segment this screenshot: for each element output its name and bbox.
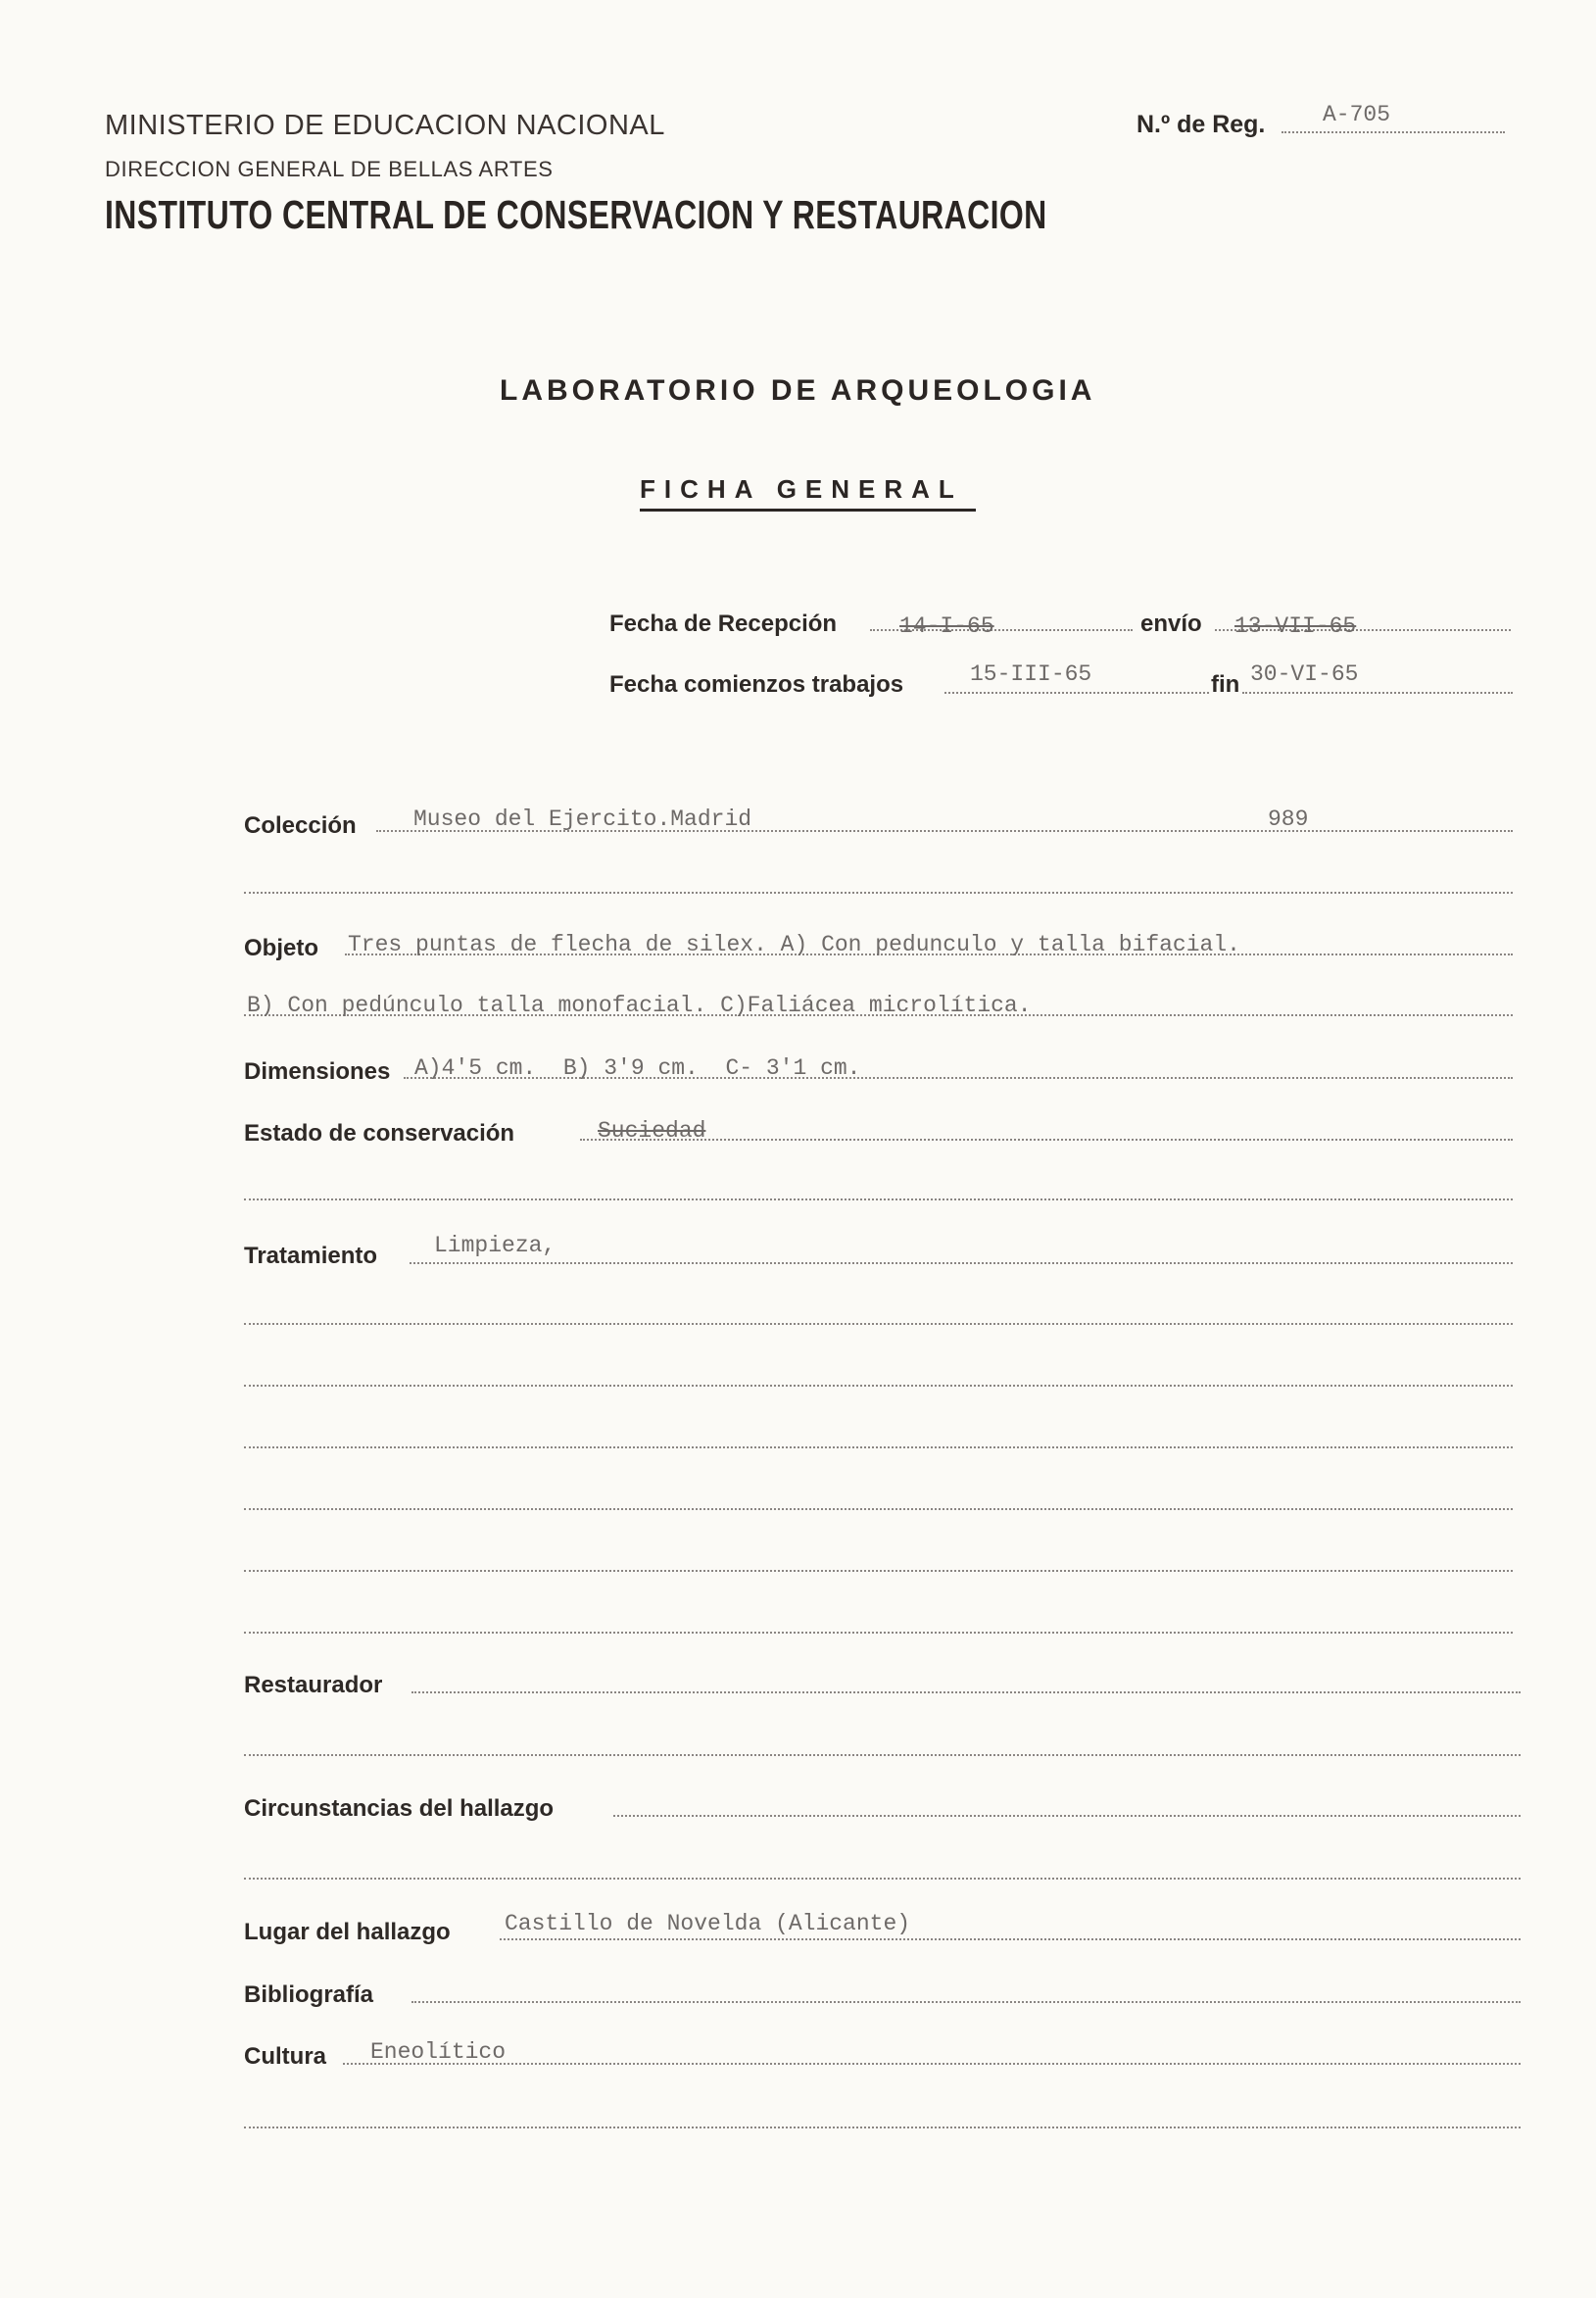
condition-line (580, 1139, 1513, 1141)
bibliography-line (411, 2001, 1521, 2003)
registration-value: A-705 (1323, 102, 1391, 127)
restorer-label: Restaurador (244, 1672, 383, 1698)
collection-number: 989 (1268, 807, 1309, 832)
shipment-date-value: 13-VII-65 (1234, 613, 1357, 639)
treatment-extra-line-1 (244, 1323, 1513, 1325)
directorate-heading: DIRECCION GENERAL DE BELLAS ARTES (105, 157, 554, 181)
registration-label: N.º de Reg. (1137, 111, 1266, 138)
treatment-extra-line-6 (244, 1632, 1513, 1634)
treatment-label: Tratamiento (244, 1243, 378, 1269)
circumstances-label: Circunstancias del hallazgo (244, 1795, 555, 1822)
culture-label: Cultura (244, 2043, 326, 2070)
condition-extra-line (244, 1198, 1513, 1200)
ministry-heading: MINISTERIO DE EDUCACION NACIONAL (105, 110, 665, 141)
treatment-extra-line-2 (244, 1385, 1513, 1387)
treatment-extra-line-4 (244, 1508, 1513, 1510)
collection-label: Colección (244, 812, 357, 839)
work-end-line (1242, 692, 1513, 694)
place-line (500, 1938, 1521, 1940)
treatment-line (410, 1262, 1513, 1264)
bibliography-label: Bibliografía (244, 1981, 374, 2008)
form-title-underline (640, 509, 976, 512)
restorer-line (411, 1691, 1521, 1693)
work-end-value: 30-VI-65 (1250, 661, 1359, 687)
condition-value: Suciedad (598, 1118, 706, 1144)
work-start-label: Fecha comienzos trabajos (609, 671, 904, 698)
circumstances-extra-line (244, 1878, 1521, 1880)
condition-label: Estado de conservación (244, 1120, 515, 1147)
treatment-extra-line-5 (244, 1570, 1513, 1572)
collection-value: Museo del Ejercito.Madrid (413, 807, 752, 832)
place-value: Castillo de Novelda (Alicante) (505, 1911, 911, 1936)
form-title: FICHA GENERAL (640, 474, 963, 504)
culture-value: Eneolítico (370, 2039, 507, 2065)
treatment-value: Limpieza, (434, 1233, 556, 1258)
object-value-line-1: Tres puntas de flecha de silex. A) Con pedunculo y talla bifacial. (348, 932, 1240, 957)
dimensions-label: Dimensiones (244, 1058, 391, 1085)
object-value-line-2: B) Con pedúnculo talla monofacial. C)Faliácea microlítica. (247, 993, 1032, 1018)
treatment-extra-line-3 (244, 1446, 1513, 1448)
laboratory-title: LABORATORIO DE ARQUEOLOGIA (500, 374, 1096, 407)
restorer-extra-line (244, 1754, 1521, 1756)
place-label: Lugar del hallazgo (244, 1919, 451, 1945)
institute-heading: INSTITUTO CENTRAL DE CONSERVACION Y RESTAURACION (105, 192, 1047, 237)
work-end-label: fin (1211, 671, 1240, 698)
circumstances-line (613, 1815, 1521, 1817)
culture-extra-line (244, 2127, 1521, 2128)
reception-date-value: 14-I-65 (899, 613, 994, 639)
registration-line (1282, 131, 1505, 133)
collection-extra-line (244, 892, 1513, 894)
work-start-value: 15-III-65 (970, 661, 1092, 687)
work-start-line (944, 692, 1209, 694)
object-label: Objeto (244, 935, 318, 961)
reception-date-label: Fecha de Recepción (609, 611, 838, 637)
culture-line (343, 2063, 1521, 2065)
shipment-date-label: envío (1140, 611, 1202, 637)
dimensions-value: A)4'5 cm. B) 3'9 cm. C- 3'1 cm. (414, 1055, 861, 1081)
